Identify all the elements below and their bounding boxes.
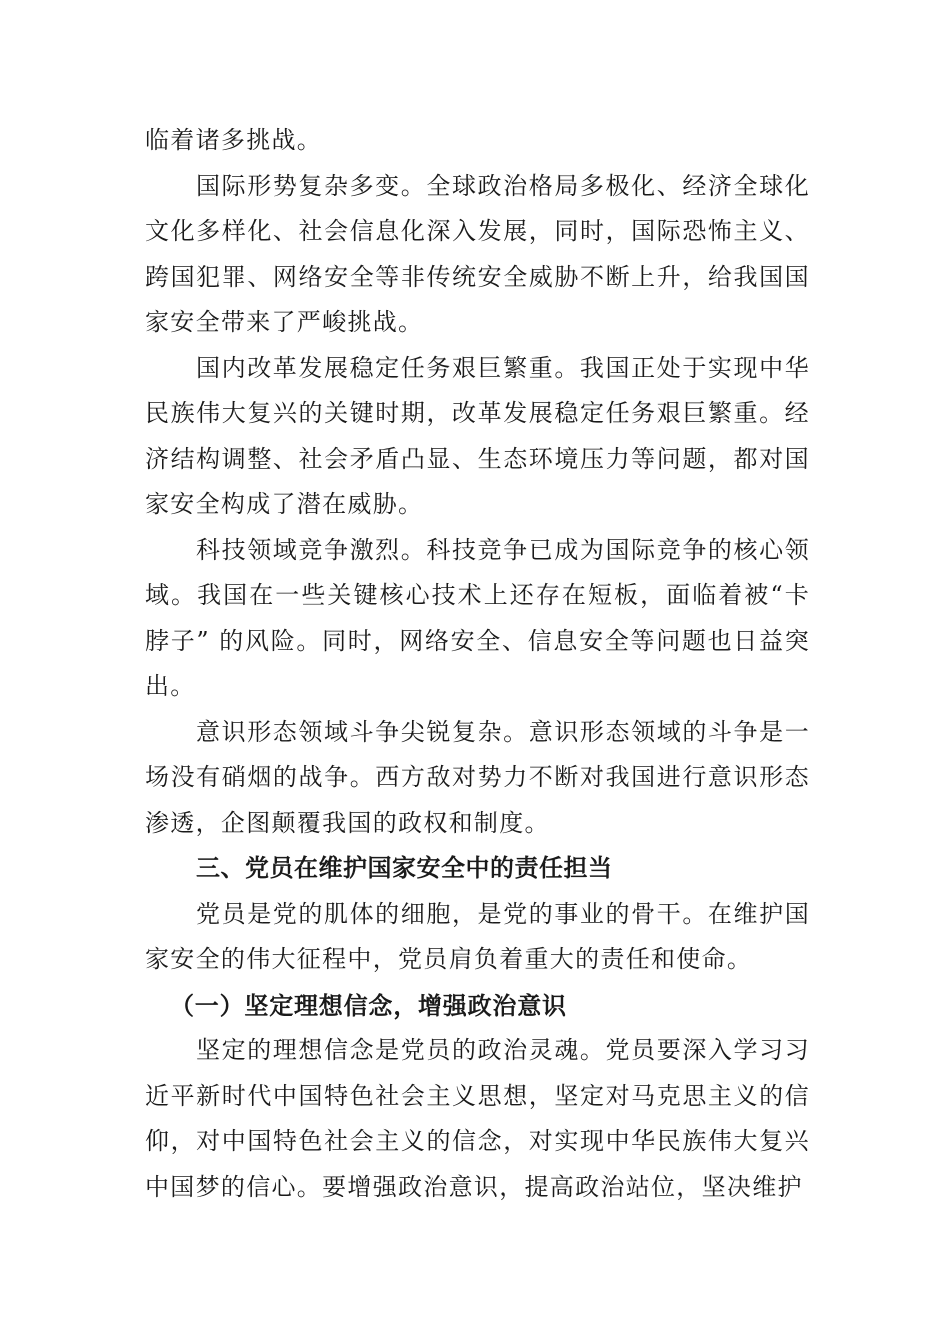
paragraph-ideology-struggle: 意识形态领域斗争尖锐复杂。意识形态领域的斗争是一场没有硝烟的战争。西方敌对势力不断对我国进行意识形态渗透，企图颠覆我国的政权和制度。 (145, 717, 810, 837)
paragraph-party-member-role: 党员是党的肌体的细胞，是党的事业的骨干。在维护国家安全的伟大征程中，党员肩负着重大的责任和使命。 (145, 899, 810, 973)
section-heading-party-member-responsibility: 三、党员在维护国家安全中的责任担当 (196, 854, 613, 882)
paragraph-technology-competition: 科技领域竞争激烈。科技竞争已成为国际竞争的核心领域。我国在一些关键核心技术上还存在短板，面临着被“卡脖子” 的风险。同时，网络安全、信息安全等问题也日益突出。 (145, 535, 810, 700)
document-page (145, 118, 810, 1210)
paragraph-firm-ideals-body: 坚定的理想信念是党员的政治灵魂。党员要深入学习习近平新时代中国特色社会主义思想，坚定对马克思主义的信仰，对中国特色社会主义的信念，对实现中华民族伟大复兴中国梦的信心。要增强政治意识，提高政治站位，坚决维护 (145, 1036, 810, 1201)
paragraph-international-situation: 国际形势复杂多变。全球政治格局多极化、经济全球化文化多样化、社会信息化深入发展，同时，国际恐怖主义、跨国犯罪、网络安全等非传统安全威胁不断上升，给我国国家安全带来了严峻挑战。 (145, 171, 810, 336)
paragraph-intro-continuation: 临着诸多挑战。 (145, 126, 323, 154)
paragraph-domestic-reform: 国内改革发展稳定任务艰巨繁重。我国正处于实现中华民族伟大复兴的关键时期，改革发展稳定任务艰巨繁重。经济结构调整、社会矛盾凸显、生态环境压力等问题，都对国家安全构成了潜在威胁。 (145, 353, 810, 518)
subheading-firm-ideals: （一）坚定理想信念，增强政治意识 (170, 990, 567, 1020)
